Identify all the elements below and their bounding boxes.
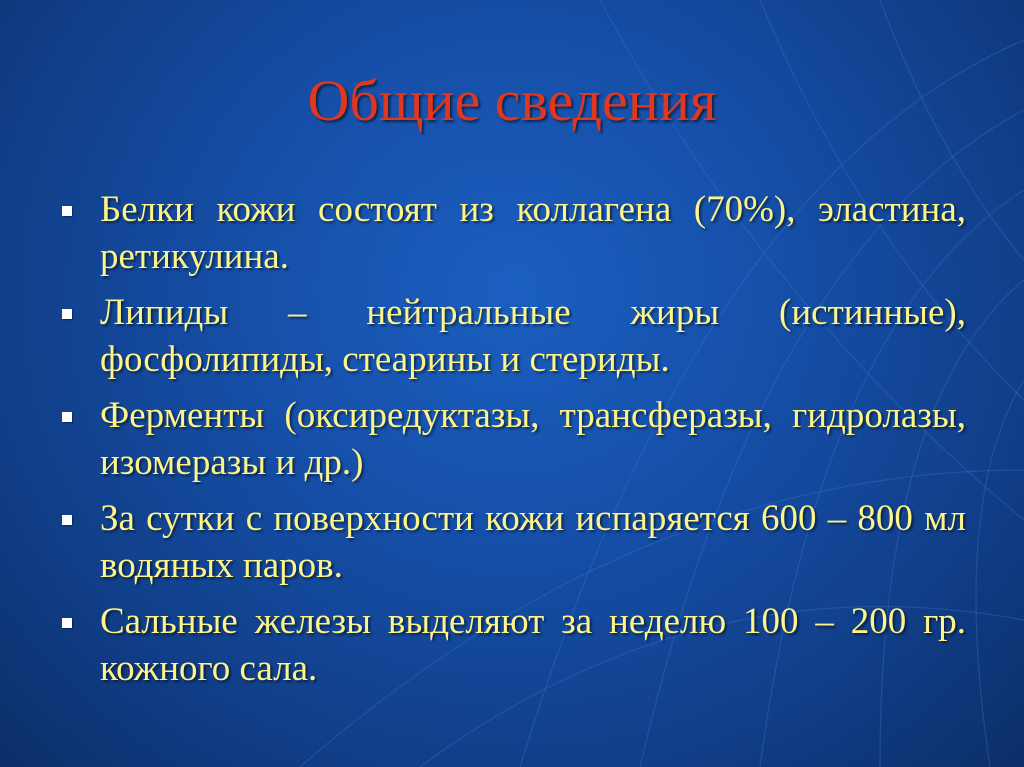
list-item-text: За сутки с поверхности кожи испаряется 600 – 800 мл водяных паров. [100, 498, 966, 586]
square-bullet-icon [62, 309, 72, 319]
list-item [60, 289, 966, 383]
list-item [60, 392, 966, 486]
list-item-text: Белки кожи состоят из коллагена (70%), эластина, ретикулина. [100, 189, 966, 277]
bullet-list [60, 186, 966, 701]
square-bullet-icon [62, 412, 72, 422]
list-item-text: Сальные железы выделяют за неделю 100 – 200 гр. кожного сала. [100, 601, 966, 689]
square-bullet-icon [62, 206, 72, 216]
list-item-text: Липиды – нейтральные жиры (истинные), фосфолипиды, стеарины и стериды. [100, 292, 966, 380]
list-item [60, 186, 966, 280]
slide-title: Общие сведения [307, 68, 717, 133]
list-item-text: Ферменты (оксиредуктазы, трансферазы, гидролазы, изомеразы и др.) [100, 395, 966, 483]
square-bullet-icon [62, 515, 72, 525]
list-item [60, 495, 966, 589]
square-bullet-icon [62, 618, 72, 628]
list-item [60, 598, 966, 692]
